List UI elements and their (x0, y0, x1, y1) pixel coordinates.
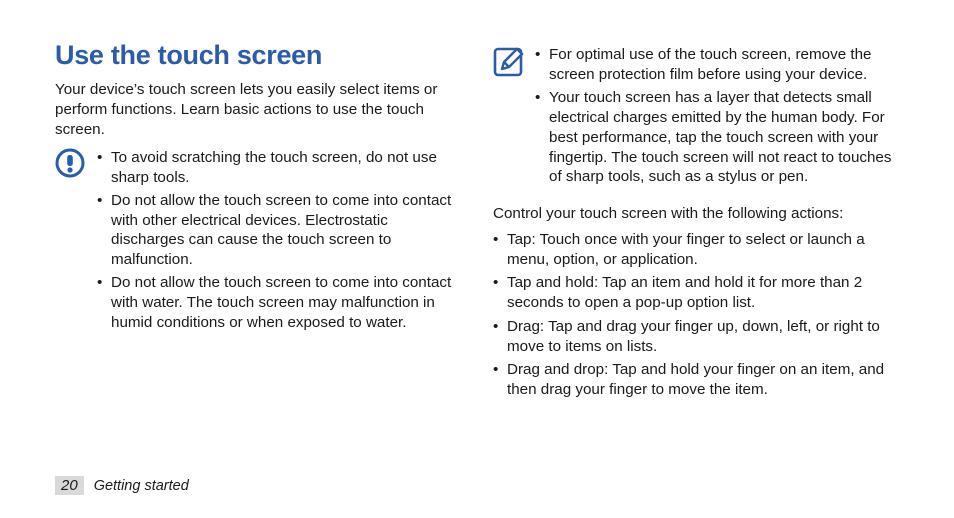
note-list (535, 45, 903, 191)
intro-paragraph: Your device’s touch screen lets you easily select items or perform functions. Learn basic actions to use the touch screen. (55, 81, 438, 138)
warning-icon-box (55, 148, 97, 336)
note-item: • Your touch screen has a layer that detects small electrical charges emitted by the human body. For best performance, tap the touch screen with your fingertip. The touch screen will not react to touches of sharp tools, such as a stylus or pen. (535, 88, 903, 187)
note-box (493, 45, 903, 191)
page-number: 20 (55, 476, 84, 495)
control-intro: Control your touch screen with the following actions: (493, 205, 844, 222)
action-item-drag: • Drag: Tap and drag your finger up, down, left, or right to move to items on lists. (493, 317, 898, 356)
note-pencil-icon (493, 45, 525, 77)
note-icon-box (493, 45, 535, 191)
warning-item: • To avoid scratching the touch screen, do not use sharp tools. (97, 148, 455, 187)
warning-item: • Do not allow the touch screen to come into contact with other electrical devices. Electrostatic discharges can cause the touch screen to malfunction. (97, 191, 455, 270)
note-item: • For optimal use of the touch screen, remove the screen protection film before using your device. (535, 45, 903, 84)
exclamation-circle-icon (55, 148, 85, 178)
page-title: Use the touch screen (55, 40, 323, 70)
warning-box (55, 148, 455, 336)
action-item-drag-and-drop: • Drag and drop: Tap and hold your finger on an item, and then drag your finger to move the item. (493, 360, 898, 399)
page-footer (55, 476, 189, 495)
warning-list (97, 148, 455, 336)
action-item-tap-and-hold: • Tap and hold: Tap an item and hold it for more than 2 seconds to open a pop-up option list. (493, 273, 898, 312)
action-item-tap: • Tap: Touch once with your finger to select or launch a menu, option, or application. (493, 230, 898, 269)
actions-list (493, 230, 898, 404)
section-name: Getting started (93, 477, 189, 494)
warning-item: • Do not allow the touch screen to come into contact with water. The touch screen may malfunction in humid conditions or when exposed to water. (97, 273, 455, 332)
